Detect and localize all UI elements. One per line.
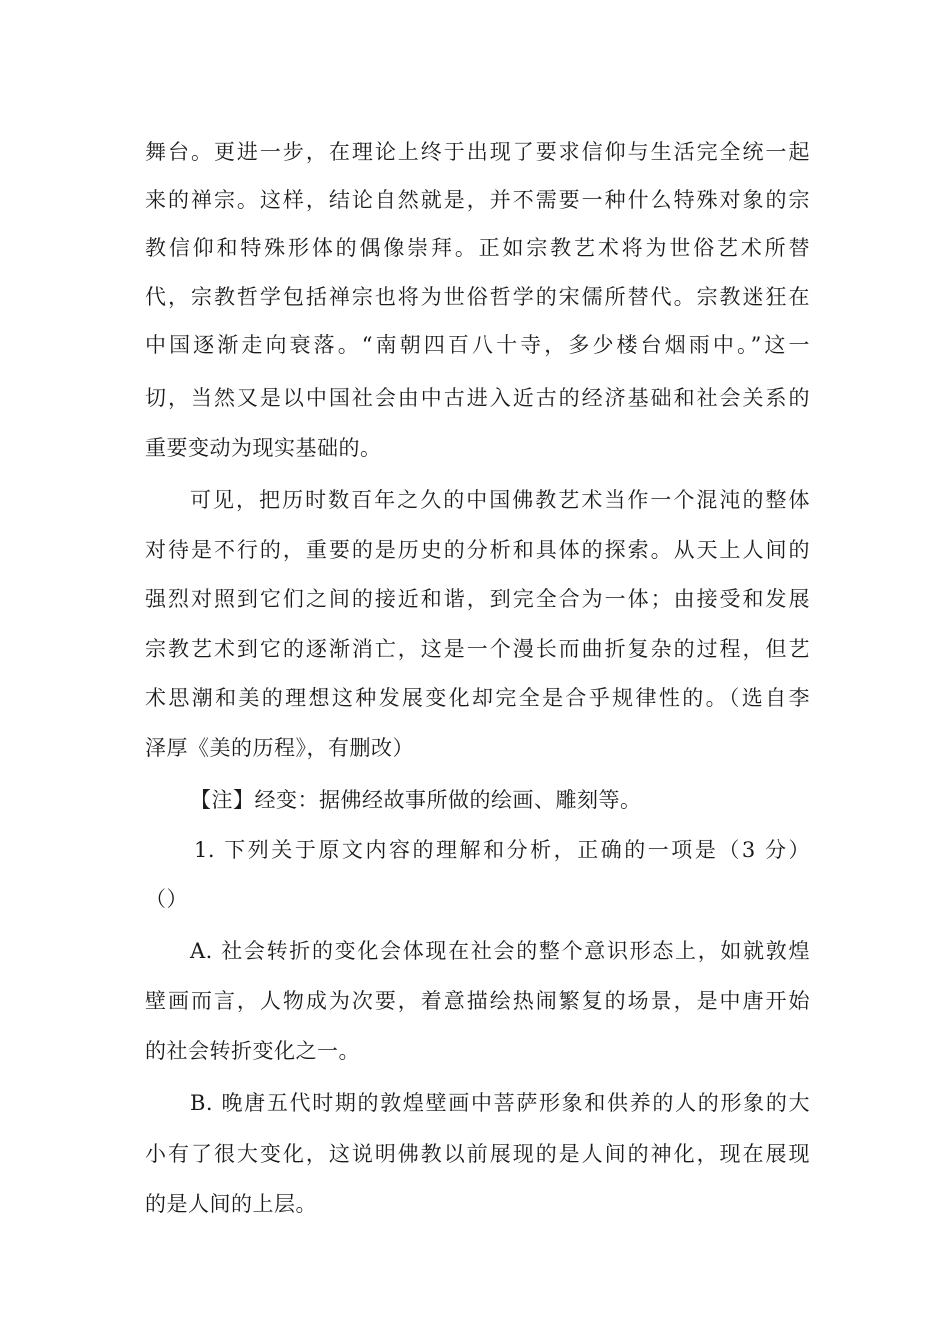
text-line: 中国逐渐走向衰落。“南朝四百八十寺，多少楼台烟雨中。”这一 xyxy=(145,333,810,357)
text-line: 舞台。更进一步，在理论上终于出现了要求信仰与生活完全统一起 xyxy=(145,140,810,164)
text-line: A. 社会转折的变化会体现在社会的整个意识形态上，如就敦煌 xyxy=(190,939,810,963)
answer-blank: （） xyxy=(145,887,188,911)
text-line: 对待是不行的，重要的是历史的分析和具体的探索。从天上人间的 xyxy=(145,538,810,562)
text-line: 切，当然又是以中国社会由中古进入近古的经济基础和社会关系的 xyxy=(145,386,810,410)
text-line: 宗教艺术到它的逐渐消亡，这是一个漫长而曲折复杂的过程，但艺 xyxy=(145,637,810,661)
question-stem: 1. 下列关于原文内容的理解和分析，正确的一项是（3 分） xyxy=(194,838,810,862)
text-line: 的社会转折变化之一。 xyxy=(145,1039,360,1063)
text-line: 可见，把历时数百年之久的中国佛教艺术当作一个混沌的整体 xyxy=(190,488,810,512)
text-line: 代，宗教哲学包括禅宗也将为世俗哲学的宋儒所替代。宗教迷狂在 xyxy=(145,285,810,309)
text-line: 重要变动为现实基础的。 xyxy=(145,436,382,460)
text-line: 泽厚《美的历程》，有删改） xyxy=(145,736,414,760)
text-line: 壁画而言，人物成为次要，着意描绘热闹繁复的场景，是中唐开始 xyxy=(145,989,810,1013)
text-line: 教信仰和特殊形体的偶像崇拜。正如宗教艺术将为世俗艺术所替 xyxy=(145,236,810,260)
text-line: 术思潮和美的理想这种发展变化却完全是合乎规律性的。（选自李 xyxy=(145,686,810,710)
text-line: B. 晚唐五代时期的敦煌壁画中菩萨形象和供养的人的形象的大 xyxy=(190,1091,810,1115)
text-line: 来的禅宗。这样，结论自然就是，并不需要一种什么特殊对象的宗 xyxy=(145,188,810,212)
text-line: 的是人间的上层。 xyxy=(145,1192,317,1216)
text-line: 【注】经变：据佛经故事所做的绘画、雕刻等。 xyxy=(190,788,642,812)
text-line: 小有了很大变化，这说明佛教以前展现的是人间的神化，现在展现 xyxy=(145,1142,810,1166)
text-line: 强烈对照到它们之间的接近和谐，到完全合为一体；由接受和发展 xyxy=(145,587,810,611)
